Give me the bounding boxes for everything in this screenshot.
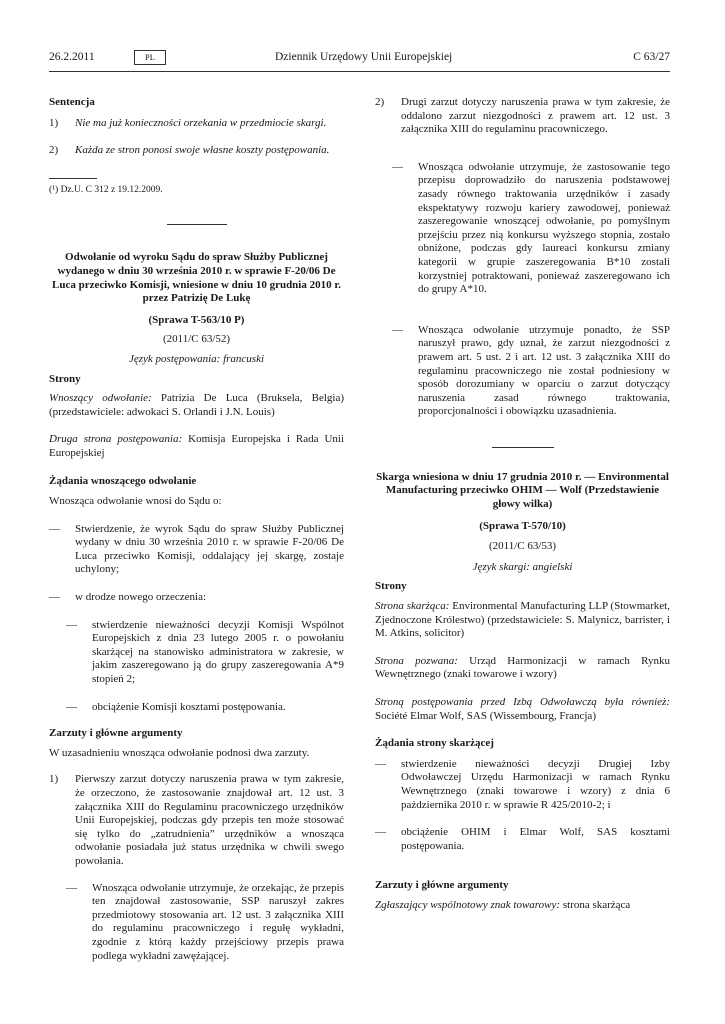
pleas-heading: Zarzuty i główne argumenty [49, 727, 183, 740]
case-reference: (2011/C 63/53) [488, 540, 557, 553]
plea-subitem [375, 324, 670, 419]
other-party-label: Stroną postępowania przed Izbą Odwoławczą była również: [375, 696, 670, 708]
subclaim-item [49, 701, 344, 715]
case-number: (Sprawa T-570/10) [479, 519, 566, 532]
defendant [375, 655, 670, 682]
claim-item [49, 591, 344, 605]
item-number: 2) [49, 144, 59, 157]
procedure-language: Język postępowania: francuski [128, 352, 265, 365]
case-number: (Sprawa T-563/10 P) [148, 313, 245, 326]
claims-heading: Żądania strony skarżącej [375, 737, 494, 750]
plea-subitem [49, 882, 344, 964]
plea-item [375, 96, 670, 137]
claim-text: w drodze nowego orzeczenia: [75, 591, 207, 604]
plea-subtext: Wnosząca odwołanie utrzymuje ponadto, że SSP naruszył prawo, gdy uznał, że zarzut niezgodności z prawem art. 5 ust. 2 i art. 12 ust. 3 załącznika XIII do regulaminu pracowniczego nie został podniesiony w sposób dorozumiany w oparciu o zarzut dotyczący naruszenia zasad równego traktowania, proporcjonalności i obowiązku uzasadnienia. [418, 323, 670, 418]
other-party-text: Société Elmar Wolf, SAS (Wissembourg, Francja) [375, 709, 596, 722]
dash-marker: — [66, 881, 77, 894]
footnote-mark: (¹) [49, 184, 59, 195]
trademark-applicant-label: Zgłaszający wspólnotowy znak towarowy: [375, 898, 561, 911]
other-party [49, 433, 344, 460]
appellant-text: Patrizia De Luca (Bruksela, Belgia) (przedstawiciele: adwokaci S. Orlandi i J.N. Louis) [49, 392, 344, 418]
right-column [375, 96, 670, 913]
footnote-rule [49, 178, 97, 179]
dash-marker: — [392, 323, 403, 336]
pleas-intro: W uzasadnieniu wnosząca odwołanie podnosi dwa zarzuty. [49, 746, 310, 759]
claim-text: obciążenie OHIM i Elmar Wolf, SAS kosztami postępowania. [401, 826, 670, 852]
sentencja-item [49, 117, 344, 131]
plea-subtext: Wnosząca odwołanie utrzymuje, że orzekając, że przepis ten znajdował zastosowanie, SSP naruszył zakres przedmiotowy stosowania art. 12 ust. 3 załącznika XIII do regulaminu pracowniczego i regułę wykładni, zgodnie z którą każdy przejściowy przepis prawa podlega wykładni zawężającej. [92, 881, 344, 962]
language-code-box: PL [134, 50, 166, 65]
section-separator [167, 224, 227, 225]
case-title: Odwołanie od wyroku Sądu do spraw Służby Publicznej wydanego w dniu 30 września 2010 r. w sprawie F-20/06 De Luca przeciwko Komisji, wniesione w dniu 10 grudnia 2010 r. przez Patrizię De Lukę [52, 251, 341, 305]
claims-heading: Żądania wnoszącego odwołanie [49, 474, 197, 487]
claim-item [375, 826, 670, 853]
other-party-text: Komisja Europejska i Rada Unii Europejskiej [49, 433, 344, 459]
dash-marker: — [375, 757, 386, 770]
procedure-language: Język skargi: angielski [472, 560, 573, 573]
subclaim-item [49, 619, 344, 687]
defendant-label: Strona pozwana: [375, 654, 458, 667]
other-party-label: Druga strona postępowania: [49, 433, 183, 446]
header-rule [49, 71, 670, 72]
parties-heading: Strony [49, 372, 81, 385]
subclaim-text: stwierdzenie nieważności decyzji Komisji Wspólnot Europejskich z dnia 23 lutego 2005 r. o powołaniu skarżącej na stanowisko administratora w zakresie, w jakim zaszeregowano ją do grupy zaszeregowania A*9 stopień 2; [92, 618, 344, 686]
page-header [0, 51, 725, 71]
defendant-text: Urząd Harmonizacji w ramach Rynku Wewnętrznego (znaki towarowe i wzory) [375, 654, 670, 681]
plea-subtext: Wnosząca odwołanie utrzymuje, że zastosowanie tego przepisu doprowadziło do naruszenia podstawowej zasady równego traktowania urzędników i zasady ekspektatywy rozwoju kariery zawodowej, ponieważ zaszeregowanie wnoszącej odwołanie, po pomyślnym przejściu przez nią konkursu wyższego stopnia, zostało obniżone, podczas gdy laureaci konkursu zmiany kategorii w grupie zaszeregowania B*10 zostali korzystniej potraktowani, ponieważ zaszeregowano ich do grupy A*10. [418, 160, 670, 296]
appellant [49, 392, 344, 419]
page-number: C 63/27 [633, 51, 670, 63]
journal-title: Dziennik Urzędowy Unii Europejskiej [275, 51, 453, 63]
dash-marker: — [375, 826, 386, 839]
claim-item [49, 523, 344, 577]
applicant-text: Environmental Manufacturing LLP (Stowmarket, Zjednoczone Królestwo) (przedstawiciele: S. Malynicz, barrister, i M. Atkins, solicitor) [375, 600, 670, 640]
section-separator [492, 447, 554, 448]
case-title: Skarga wniesiona w dniu 17 grudnia 2010 r. — Environmental Manufacturing przeciwko OHIM — Wolf (Przedstawienie głowy wilka) [376, 470, 669, 511]
applicant-label: Strona skarżąca: [375, 600, 450, 613]
sentencja-heading: Sentencja [49, 96, 95, 108]
item-text: Nie ma już konieczności orzekania w przedmiocie skargi. [75, 116, 327, 129]
claim-text: stwierdzenie nieważności decyzji Drugiej Izby Odwoławczej Urzędu Harmonizacji w ramach Rynku Wewnętrznego (znaki towarowe i wzory) z dnia 6 października 2010 r. w sprawie R 425/2010-2; i [401, 757, 670, 811]
appellant-label: Wnoszący odwołanie: [49, 392, 152, 405]
claim-item [375, 758, 670, 812]
dash-marker: — [49, 522, 60, 535]
claims-intro: Wnosząca odwołanie wnosi do Sądu o: [49, 495, 222, 508]
dash-marker: — [392, 160, 403, 173]
sentencja-item [49, 144, 344, 158]
pleas-heading: Zarzuty i główne argumenty [375, 879, 509, 892]
left-column [49, 96, 344, 963]
plea-subitem [375, 161, 670, 297]
plea-text: Pierwszy zarzut dotyczy naruszenia prawa w tym zakresie, że orzeczono, że zastosowanie znajdował art. 12 ust. 3 załącznika XIII do Regulaminu pracowniczego urzędników Unii Europejskiej, podczas gdy przepis ten może stosować się tylko do „zatrudnienia” urzędników a wnosząca odwołanie posiadała już status urzędnika w chwili swego powołania. [75, 773, 344, 867]
dash-marker: — [66, 618, 77, 631]
item-text: Każda ze stron ponosi swoje własne koszty postępowania. [75, 144, 330, 157]
case-reference: (2011/C 63/52) [162, 333, 231, 346]
footnote [49, 184, 344, 198]
header-date: 26.2.2011 [49, 51, 95, 63]
footnote-text: Dz.U. C 312 z 19.12.2009. [60, 184, 163, 195]
plea-number: 2) [375, 96, 385, 108]
item-number: 1) [49, 116, 59, 129]
plea-number: 1) [49, 773, 59, 786]
dash-marker: — [66, 700, 77, 713]
parties-heading: Strony [375, 580, 407, 593]
trademark-applicant-text: strona skarżąca [562, 898, 631, 911]
dash-marker: — [49, 591, 60, 604]
trademark-applicant [375, 899, 670, 913]
subclaim-text: obciążenie Komisji kosztami postępowania. [92, 700, 286, 713]
applicant [375, 600, 670, 641]
plea-text: Drugi zarzut dotyczy naruszenia prawa w tym zakresie, że oddalono zarzut niezgodności z prawem art. 12 ust. 3 załącznika XIII do regulaminu pracowniczego. [401, 96, 670, 136]
other-party [375, 696, 670, 723]
plea-item [49, 773, 344, 868]
claim-text: Stwierdzenie, że wyrok Sądu do spraw Służby Publicznej wydany w dniu 30 września 2010 r. w sprawie F-20/06 De Luca przeciwko Komisji, oddalający jej skargę, zostaje uchylony; [75, 522, 344, 576]
